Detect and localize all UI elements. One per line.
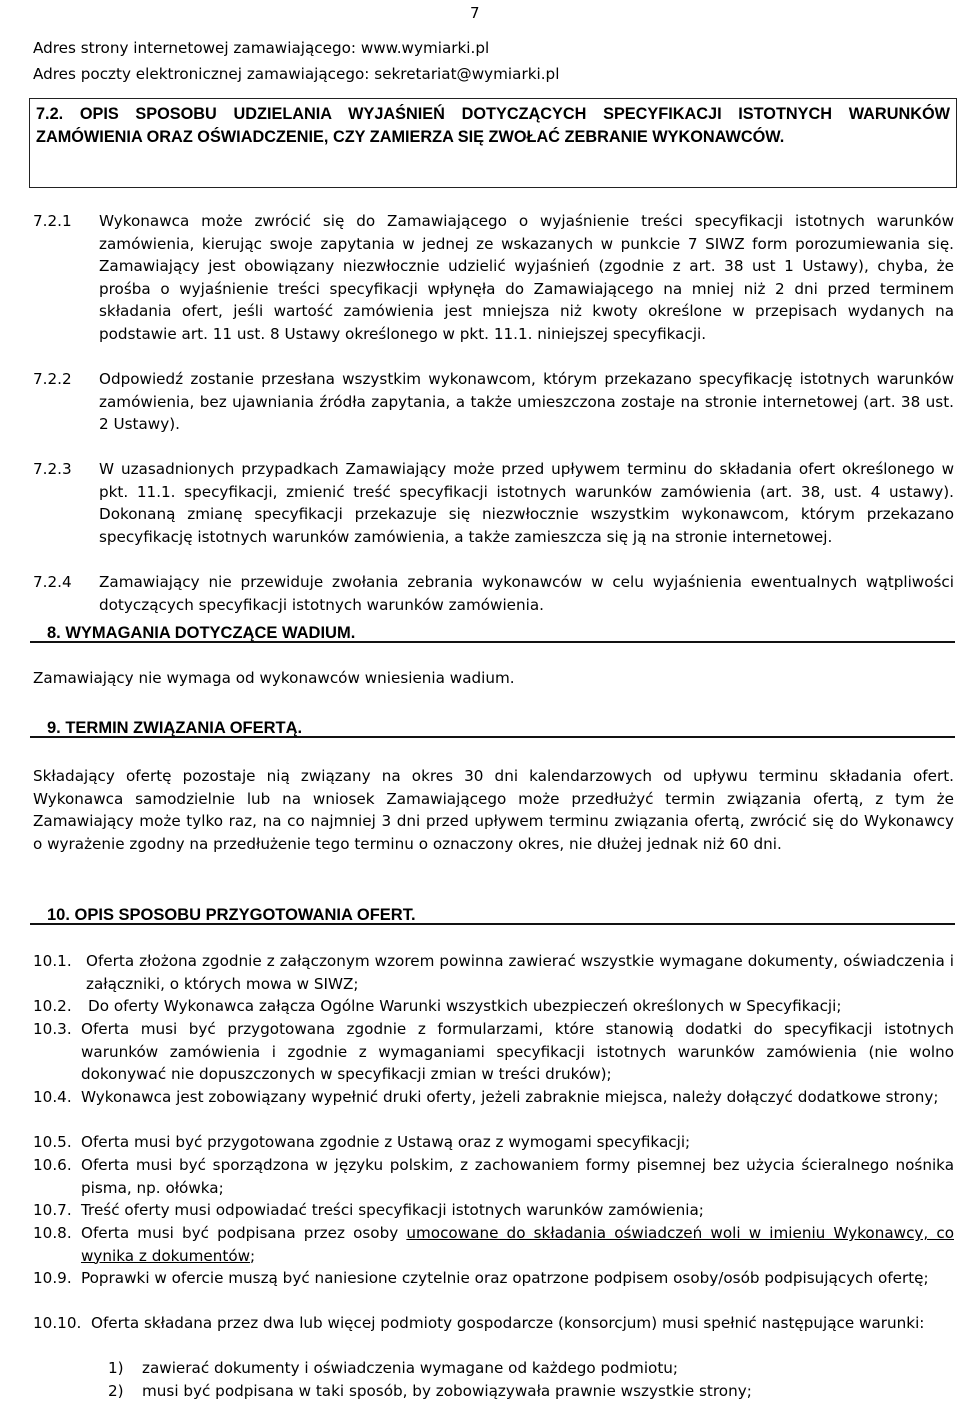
item-text: Treść oferty musi odpowiadać treści specyfikacji istotnych warunków zamówienia; bbox=[81, 1201, 704, 1219]
section-9-title: 9. TERMIN ZWIĄZANIA OFERTĄ. bbox=[47, 719, 303, 737]
section-7-2-list bbox=[33, 210, 954, 616]
list-item bbox=[33, 1018, 954, 1086]
item-number: 7.2.1 bbox=[33, 212, 72, 230]
item-number: 10.3. bbox=[33, 1020, 72, 1038]
item-number: 10.6. bbox=[33, 1156, 72, 1174]
item-text: Wykonawca może zwrócić się do Zamawiającego o wyjaśnienie treści specyfikacji istotnych warunków zamówienia, kierując swoje zapytania w jednej ze wskazanych w punkcie 7 SIWZ form porozumiewania się. Zamawiający jest obowiązany niezwłocznie udzielić wyjaśnień (zgodnie z art. 38 ust 1 Ustawy), chyba, że prośba o wyjaśnienie treści specyfikacji wpłynęła do Zamawiającego na mniej niż 2 dni przed terminem składania ofert, jeśli wartość zamówienia jest mniejsza niż kwoty określone w przepisach wydanych na podstawie art. 11 ust. 8 Ustawy określonego w pkt. 11.1. niniejszej specyfikacji. bbox=[99, 212, 954, 343]
item-text: Do oferty Wykonawca załącza Ogólne Warunki wszystkich ubezpieczeń określonych w Specyfikacji; bbox=[88, 997, 842, 1015]
list-item bbox=[33, 995, 954, 1018]
section-10-list bbox=[33, 950, 954, 1403]
list-item bbox=[33, 1154, 954, 1199]
item-text: Wykonawca jest zobowiązany wypełnić druki oferty, jeżeli zabraknie miejsca, należy dołączyć dodatkowe strony; bbox=[81, 1088, 939, 1106]
item-text: Oferta musi być sporządzona w języku polskim, z zachowaniem formy pisemnej bez użycia ścieralnego nośnika pisma, np. ołówka; bbox=[81, 1156, 954, 1197]
section-9-text: Składający ofertę pozostaje nią związany na okres 30 dni kalendarzowych od upływu terminu składania ofert. Wykonawca samodzielnie lub na wniosek Zamawiającego może przedłużyć termin związania ofertą, z tym że Zamawiający może tylko raz, na co najmniej 3 dni przed upływem terminu związania ofertą, zwrócić się do Wykonawcy o wyrażenie zgodny na przedłużenie tego terminu o oznaczony okres, nie dłużej jednak niż 60 dni. bbox=[33, 767, 954, 853]
item-text: Odpowiedź zostanie przesłana wszystkim wykonawcom, którym przekazano specyfikację istotnych warunków zamówienia, bez ujawniania źródła zapytania, a także umieszczona zostaje na stronie internetowej (art. 38 ust. 2 Ustawy). bbox=[99, 370, 954, 433]
list-item bbox=[33, 1131, 954, 1154]
header-website: Adres strony internetowej zamawiającego: www.wymiarki.pl bbox=[33, 39, 490, 57]
list-item bbox=[33, 1199, 954, 1222]
item-text-end: ; bbox=[250, 1246, 256, 1265]
section-10-heading-bar bbox=[30, 900, 955, 925]
item-number: 7.2.4 bbox=[33, 573, 72, 591]
list-item bbox=[33, 1222, 954, 1267]
item-number: 10.1. bbox=[33, 952, 72, 970]
page-number: 7 bbox=[470, 4, 480, 22]
section-8-title: 8. WYMAGANIA DOTYCZĄCE WADIUM. bbox=[47, 624, 356, 642]
list-item bbox=[33, 1267, 954, 1312]
item-text: Poprawki w ofercie muszą być naniesione czytelnie oraz opatrzone podpisem osoby/osób podpisujących ofertę; bbox=[81, 1269, 929, 1287]
item-text: Oferta złożona zgodnie z załączonym wzorem powinna zawierać wszystkie wymagane dokumenty, oświadczenia i załączniki, o których mowa w SIWZ; bbox=[86, 952, 954, 993]
item-text: W uzasadnionych przypadkach Zamawiający może przed upływem terminu do składania ofert określonego w pkt. 11.1. specyfikacji, zmienić treść specyfikacji istotnych warunków zamówienia (art. 38, ust. 4 ustawy). Dokonaną zmianę specyfikacji przekazuje się niezwłocznie wszystkim wykonawcom, którym przekazano specyfikację istotnych warunków zamówienia, a także zamieszcza się ją na stronie internetowej. bbox=[99, 460, 954, 546]
sub-item-text: zawierać dokumenty i oświadczenia wymagane od każdego podmiotu; bbox=[142, 1359, 679, 1377]
section-10-title: 10. OPIS SPOSOBU PRZYGOTOWANIA OFERT. bbox=[47, 906, 416, 924]
sub-list-item bbox=[108, 1357, 954, 1380]
item-text: Oferta musi być przygotowana zgodnie z formularzami, które stanowią dodatki do specyfikacji istotnych warunków zamówienia i zgodnie z wymaganiami specyfikacji istotnych warunków zamówienia (nie wolno dokonywać nie dopuszczonych w specyfikacji zmian w treści druków); bbox=[81, 1020, 954, 1083]
section-7-2-title: 7.2. OPIS SPOSOBU UDZIELANIA WYJAŚNIEŃ DOTYCZĄCYCH SPECYFIKACJI ISTOTNYCH WARUNKÓW ZAMÓWIENIA ORAZ OŚWIADCZENIE, CZY ZAMIERZA SIĘ ZWOŁAĆ ZEBRANIE WYKONAWCÓW. bbox=[36, 105, 950, 146]
list-item bbox=[33, 950, 954, 995]
item-text: Oferta musi być przygotowana zgodnie z Ustawą oraz z wymogami specyfikacji; bbox=[81, 1133, 691, 1151]
list-item bbox=[33, 1312, 954, 1357]
item-text bbox=[81, 1222, 954, 1267]
item-text-underlined: umocowane do składania oświadczeń woli w imieniu Wykonawcy, co wynika z dokumentów bbox=[81, 1224, 955, 1265]
list-item bbox=[33, 458, 954, 571]
list-item bbox=[33, 210, 954, 368]
item-text: Zamawiający nie przewiduje zwołania zebrania wykonawców w celu wyjaśnienia ewentualnych wątpliwości dotyczących specyfikacji istotnych warunków zamówienia. bbox=[99, 573, 954, 614]
list-item bbox=[33, 1086, 954, 1131]
item-number: 7.2.3 bbox=[33, 460, 72, 478]
item-number: 10.9. bbox=[33, 1269, 72, 1287]
sub-item-text: musi być podpisana w taki sposób, by zobowiązywała prawnie wszystkie strony; bbox=[142, 1382, 752, 1400]
list-item bbox=[33, 571, 954, 616]
item-number: 10.10. bbox=[33, 1314, 82, 1332]
item-number: 10.7. bbox=[33, 1201, 72, 1219]
section-9-heading-bar bbox=[30, 713, 955, 738]
document-header bbox=[33, 35, 559, 87]
item-number: 7.2.2 bbox=[33, 370, 72, 388]
sub-item-number: 1) bbox=[108, 1359, 124, 1377]
item-number: 10.4. bbox=[33, 1088, 72, 1106]
item-text-part: Oferta musi być podpisana przez osoby bbox=[81, 1224, 407, 1242]
item-text: Oferta składana przez dwa lub więcej podmioty gospodarcze (konsorcjum) musi spełnić następujące warunki: bbox=[91, 1314, 925, 1332]
list-item bbox=[33, 368, 954, 458]
section-7-2-title-box bbox=[29, 98, 957, 188]
sub-item-number: 2) bbox=[108, 1382, 124, 1400]
item-number: 10.5. bbox=[33, 1133, 72, 1151]
section-8-heading-bar bbox=[30, 618, 955, 643]
item-number: 10.2. bbox=[33, 997, 72, 1015]
item-number: 10.8. bbox=[33, 1224, 72, 1242]
header-email: Adres poczty elektronicznej zamawiającego: sekretariat@wymiarki.pl bbox=[33, 65, 560, 83]
section-8-text: Zamawiający nie wymaga od wykonawców wniesienia wadium. bbox=[33, 669, 515, 687]
